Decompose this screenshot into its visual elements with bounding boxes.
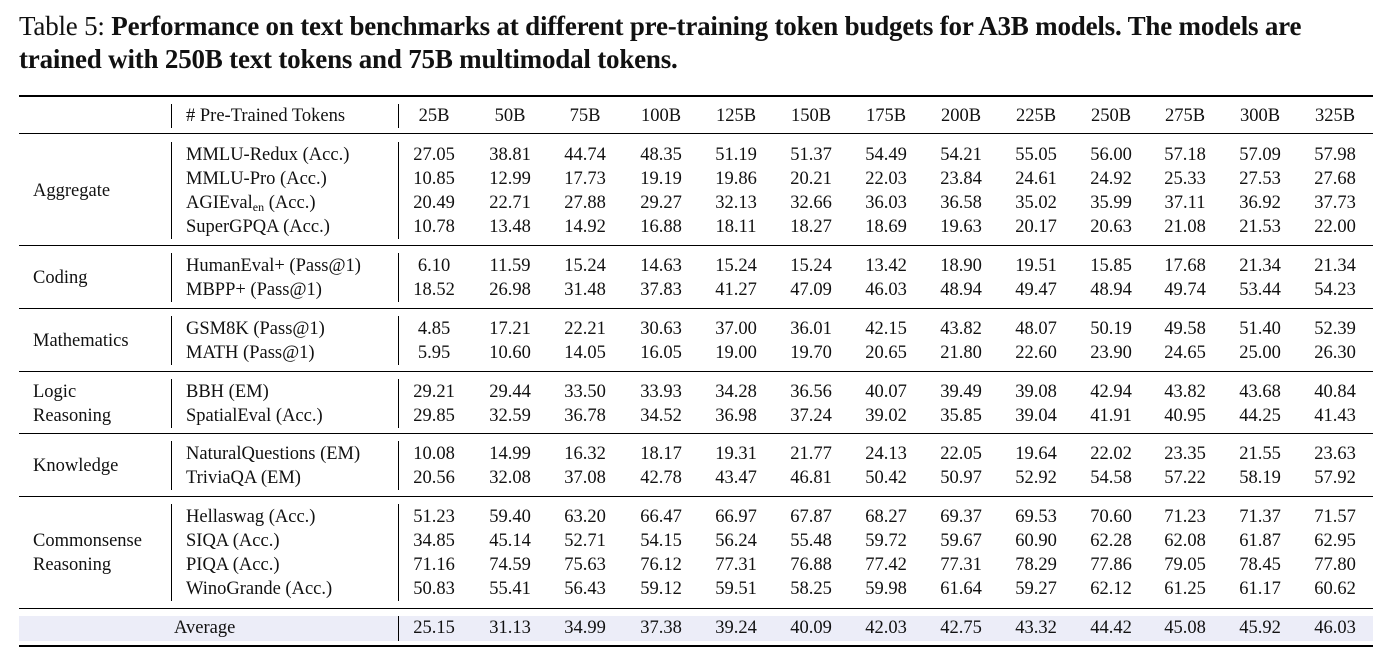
value-cell: 32.13 (715, 192, 757, 213)
value-cell: 18.27 (790, 216, 832, 237)
value-cell: 59.98 (865, 578, 907, 599)
value-cell: 37.08 (564, 467, 606, 488)
column-separator (171, 379, 172, 428)
average-value: 46.03 (1314, 618, 1356, 638)
value-cell: 39.49 (940, 382, 982, 402)
average-value: 34.99 (564, 618, 606, 638)
value-cell: 35.99 (1090, 192, 1132, 213)
value-cell: 51.40 (1239, 319, 1281, 339)
value-cell: 22.03 (865, 168, 907, 189)
caption-text: Performance on text benchmarks at different pre-training token budgets for A3B models. The models are trained with 250B text tokens and 75B multimodal tokens. (19, 11, 1302, 74)
caption-label: Table 5: (19, 11, 105, 41)
value-cell: 20.65 (865, 342, 907, 363)
value-cell: 57.92 (1314, 467, 1356, 488)
value-cell: 5.95 (417, 342, 451, 363)
value-cell: 49.74 (1164, 279, 1206, 300)
value-cell: 56.24 (715, 530, 757, 551)
value-cell: 50.83 (413, 578, 455, 599)
value-cell: 17.68 (1164, 256, 1206, 276)
group-rule (19, 308, 1373, 309)
value-cell: 29.27 (640, 192, 682, 213)
value-cell: 41.27 (715, 279, 757, 300)
value-cell: 14.05 (564, 342, 606, 363)
column-header: 25B (418, 106, 450, 126)
metric-name: MATH (Pass@1) (186, 342, 315, 363)
column-header: 175B (865, 106, 907, 126)
column-separator (171, 316, 172, 365)
value-cell: 77.80 (1314, 554, 1356, 575)
value-cell: 63.20 (564, 507, 606, 527)
metric-name: SuperGPQA (Acc.) (186, 216, 330, 237)
value-cell: 48.07 (1015, 319, 1057, 339)
value-cell: 58.25 (790, 578, 832, 599)
value-cell: 78.45 (1239, 554, 1281, 575)
header-rule (19, 133, 1373, 134)
value-cell: 59.40 (489, 507, 531, 527)
group-rule (19, 496, 1373, 497)
average-value: 39.24 (715, 618, 757, 638)
average-value: 43.32 (1015, 618, 1057, 638)
value-cell: 76.12 (640, 554, 682, 575)
column-separator (171, 142, 172, 239)
value-cell: 33.50 (564, 382, 606, 402)
value-cell: 12.99 (489, 168, 531, 189)
value-cell: 59.51 (715, 578, 757, 599)
value-cell: 27.68 (1314, 168, 1356, 189)
value-cell: 10.08 (413, 444, 455, 464)
value-cell: 69.53 (1015, 507, 1057, 527)
value-cell: 15.24 (564, 256, 606, 276)
value-cell: 20.21 (790, 168, 832, 189)
value-cell: 66.47 (640, 507, 682, 527)
average-value: 45.92 (1239, 618, 1281, 638)
value-cell: 22.05 (940, 444, 982, 464)
value-cell: 75.63 (564, 554, 606, 575)
value-cell: 40.84 (1314, 382, 1356, 402)
value-cell: 40.07 (865, 382, 907, 402)
value-cell: 21.55 (1239, 444, 1281, 464)
value-cell: 18.69 (865, 216, 907, 237)
metric-name: SpatialEval (Acc.) (186, 405, 323, 426)
value-cell: 14.63 (640, 256, 682, 276)
value-cell: 62.12 (1090, 578, 1132, 599)
average-label: Average (174, 618, 236, 638)
value-cell: 34.52 (640, 405, 682, 426)
value-cell: 52.92 (1015, 467, 1057, 488)
group-rule (19, 371, 1373, 372)
value-cell: 23.84 (940, 168, 982, 189)
value-cell: 26.30 (1314, 342, 1356, 363)
value-cell: 25.00 (1239, 342, 1281, 363)
category-label: Reasoning (33, 405, 112, 426)
value-cell: 21.08 (1164, 216, 1206, 237)
group-rule (19, 433, 1373, 434)
column-separator (171, 441, 172, 490)
value-cell: 71.23 (1164, 507, 1206, 527)
value-cell: 52.39 (1314, 319, 1356, 339)
metric-name: MMLU-Pro (Acc.) (186, 168, 327, 189)
value-cell: 60.62 (1314, 578, 1356, 599)
value-cell: 54.23 (1314, 279, 1356, 300)
value-cell: 53.44 (1239, 279, 1281, 300)
value-cell: 61.17 (1239, 578, 1281, 599)
column-header: 250B (1090, 106, 1132, 126)
metric-name: AGIEval$_{en}$ (Acc.) (186, 192, 316, 214)
value-cell: 16.88 (640, 216, 682, 237)
value-cell: 35.85 (940, 405, 982, 426)
value-cell: 22.21 (564, 319, 606, 339)
value-cell: 21.77 (790, 444, 832, 464)
category-label: Mathematics (33, 330, 129, 351)
average-value: 40.09 (790, 618, 832, 638)
category-label: Coding (33, 267, 88, 288)
value-cell: 43.47 (715, 467, 757, 488)
value-cell: 78.29 (1015, 554, 1057, 575)
value-cell: 44.25 (1239, 405, 1281, 426)
value-cell: 20.17 (1015, 216, 1057, 237)
value-cell: 35.02 (1015, 192, 1057, 213)
average-value: 44.42 (1090, 618, 1132, 638)
column-header: 275B (1164, 106, 1206, 126)
value-cell: 42.78 (640, 467, 682, 488)
value-cell: 19.19 (640, 168, 682, 189)
value-cell: 32.59 (489, 405, 531, 426)
value-cell: 39.04 (1015, 405, 1057, 426)
value-cell: 36.58 (940, 192, 982, 213)
value-cell: 27.53 (1239, 168, 1281, 189)
value-cell: 37.24 (790, 405, 832, 426)
value-cell: 74.59 (489, 554, 531, 575)
value-cell: 79.05 (1164, 554, 1206, 575)
value-cell: 33.93 (640, 382, 682, 402)
value-cell: 13.42 (865, 256, 907, 276)
column-header: 50B (494, 106, 526, 126)
value-cell: 77.86 (1090, 554, 1132, 575)
value-cell: 37.83 (640, 279, 682, 300)
value-cell: 47.09 (790, 279, 832, 300)
value-cell: 36.78 (564, 405, 606, 426)
header-label: # Pre-Trained Tokens (186, 106, 346, 126)
column-header: 300B (1239, 106, 1281, 126)
metric-name: Hellaswag (Acc.) (186, 507, 316, 527)
value-cell: 16.32 (564, 444, 606, 464)
value-cell: 23.35 (1164, 444, 1206, 464)
metric-name: MMLU-Redux (Acc.) (186, 145, 350, 165)
value-cell: 22.02 (1090, 444, 1132, 464)
value-cell: 36.56 (790, 382, 832, 402)
value-cell: 69.37 (940, 507, 982, 527)
value-cell: 62.95 (1314, 530, 1356, 551)
value-cell: 19.63 (940, 216, 982, 237)
value-cell: 41.43 (1314, 405, 1356, 426)
value-cell: 30.63 (640, 319, 682, 339)
value-cell: 36.98 (715, 405, 757, 426)
value-cell: 62.28 (1090, 530, 1132, 551)
column-separator (398, 441, 399, 490)
value-cell: 14.99 (489, 444, 531, 464)
value-cell: 36.03 (865, 192, 907, 213)
column-header: 150B (790, 106, 832, 126)
value-cell: 57.09 (1239, 145, 1281, 165)
value-cell: 59.12 (640, 578, 682, 599)
value-cell: 29.85 (413, 405, 455, 426)
value-cell: 52.71 (564, 530, 606, 551)
value-cell: 39.08 (1015, 382, 1057, 402)
column-header: 75B (569, 106, 601, 126)
value-cell: 23.63 (1314, 444, 1356, 464)
metric-name: HumanEval+ (Pass@1) (186, 256, 361, 276)
value-cell: 22.71 (489, 192, 531, 213)
value-cell: 21.34 (1314, 256, 1356, 276)
value-cell: 15.24 (715, 256, 757, 276)
column-header: 200B (940, 106, 982, 126)
average-value: 42.75 (940, 618, 982, 638)
metric-name: NaturalQuestions (EM) (186, 444, 361, 464)
value-cell: 14.92 (564, 216, 606, 237)
value-cell: 70.60 (1090, 507, 1132, 527)
column-separator (398, 142, 399, 239)
value-cell: 55.41 (489, 578, 531, 599)
value-cell: 43.68 (1239, 382, 1281, 402)
value-cell: 37.00 (715, 319, 757, 339)
value-cell: 57.22 (1164, 467, 1206, 488)
value-cell: 19.31 (715, 444, 757, 464)
metric-name: SIQA (Acc.) (186, 530, 280, 551)
column-separator (398, 504, 399, 601)
value-cell: 71.57 (1314, 507, 1356, 527)
value-cell: 10.85 (413, 168, 455, 189)
value-cell: 56.43 (564, 578, 606, 599)
value-cell: 66.97 (715, 507, 757, 527)
metric-name: PIQA (Acc.) (186, 554, 280, 575)
column-separator (398, 379, 399, 428)
value-cell: 13.48 (489, 216, 531, 237)
value-cell: 18.17 (640, 444, 682, 464)
value-cell: 11.59 (489, 256, 531, 276)
value-cell: 54.58 (1090, 467, 1132, 488)
value-cell: 18.52 (413, 279, 455, 300)
value-cell: 56.00 (1090, 145, 1132, 165)
table-caption (19, 10, 1384, 76)
value-cell: 20.56 (413, 467, 455, 488)
value-cell: 22.00 (1314, 216, 1356, 237)
value-cell: 50.97 (940, 467, 982, 488)
value-cell: 18.90 (940, 256, 982, 276)
column-separator (398, 616, 399, 641)
value-cell: 44.74 (564, 145, 606, 165)
category-label: Logic (33, 382, 77, 402)
column-header: 325B (1314, 106, 1356, 126)
value-cell: 6.10 (417, 256, 451, 276)
value-cell: 10.60 (489, 342, 531, 363)
value-cell: 24.92 (1090, 168, 1132, 189)
value-cell: 21.53 (1239, 216, 1281, 237)
value-cell: 34.28 (715, 382, 757, 402)
top-rule (19, 95, 1373, 97)
value-cell: 54.15 (640, 530, 682, 551)
value-cell: 17.21 (489, 319, 531, 339)
value-cell: 32.08 (489, 467, 531, 488)
column-header: 100B (640, 106, 682, 126)
column-separator (171, 253, 172, 302)
value-cell: 42.94 (1090, 382, 1132, 402)
metric-subscript: en (252, 199, 265, 214)
value-cell: 77.31 (715, 554, 757, 575)
value-cell: 61.87 (1239, 530, 1281, 551)
value-cell: 17.73 (564, 168, 606, 189)
value-cell: 46.81 (790, 467, 832, 488)
value-cell: 40.95 (1164, 405, 1206, 426)
value-cell: 59.72 (865, 530, 907, 551)
value-cell: 37.11 (1164, 192, 1206, 213)
value-cell: 57.98 (1314, 145, 1356, 165)
value-cell: 19.70 (790, 342, 832, 363)
value-cell: 71.16 (413, 554, 455, 575)
value-cell: 68.27 (865, 507, 907, 527)
value-cell: 48.94 (940, 279, 982, 300)
category-label: Aggregate (33, 180, 111, 201)
value-cell: 60.90 (1015, 530, 1057, 551)
value-cell: 45.14 (489, 530, 531, 551)
value-cell: 76.88 (790, 554, 832, 575)
average-value: 25.15 (413, 618, 455, 638)
value-cell: 24.13 (865, 444, 907, 464)
value-cell: 58.19 (1239, 467, 1281, 488)
value-cell: 46.03 (865, 279, 907, 300)
value-cell: 55.05 (1015, 145, 1057, 165)
value-cell: 51.37 (790, 145, 832, 165)
value-cell: 24.65 (1164, 342, 1206, 363)
value-cell: 18.11 (715, 216, 757, 237)
metric-name: TriviaQA (EM) (186, 467, 301, 488)
average-value: 31.13 (489, 618, 531, 638)
value-cell: 61.25 (1164, 578, 1206, 599)
value-cell: 36.01 (790, 319, 832, 339)
value-cell: 29.44 (489, 382, 531, 402)
value-cell: 50.19 (1090, 319, 1132, 339)
value-cell: 59.67 (940, 530, 982, 551)
value-cell: 26.98 (489, 279, 531, 300)
column-separator (171, 504, 172, 601)
value-cell: 55.48 (790, 530, 832, 551)
value-cell: 15.85 (1090, 256, 1132, 276)
value-cell: 19.00 (715, 342, 757, 363)
value-cell: 37.73 (1314, 192, 1356, 213)
value-cell: 25.33 (1164, 168, 1206, 189)
value-cell: 31.48 (564, 279, 606, 300)
value-cell: 34.85 (413, 530, 455, 551)
column-header: 125B (715, 106, 757, 126)
value-cell: 77.31 (940, 554, 982, 575)
metric-name: MBPP+ (Pass@1) (186, 279, 322, 300)
value-cell: 43.82 (1164, 382, 1206, 402)
category-label: Reasoning (33, 554, 112, 575)
value-cell: 54.49 (865, 145, 907, 165)
value-cell: 29.21 (413, 382, 455, 402)
value-cell: 21.34 (1239, 256, 1281, 276)
column-separator (398, 316, 399, 365)
value-cell: 27.05 (413, 145, 455, 165)
column-separator (398, 253, 399, 302)
value-cell: 54.21 (940, 145, 982, 165)
value-cell: 49.58 (1164, 319, 1206, 339)
value-cell: 67.87 (790, 507, 832, 527)
value-cell: 20.49 (413, 192, 455, 213)
metric-name: BBH (EM) (186, 382, 269, 402)
group-rule (19, 245, 1373, 246)
metric-name: WinoGrande (Acc.) (186, 578, 333, 599)
value-cell: 21.80 (940, 342, 982, 363)
value-cell: 51.23 (413, 507, 455, 527)
column-separator (171, 104, 172, 128)
value-cell: 39.02 (865, 405, 907, 426)
metric-name: GSM8K (Pass@1) (186, 319, 325, 339)
value-cell: 57.18 (1164, 145, 1206, 165)
value-cell: 10.78 (413, 216, 455, 237)
value-cell: 36.92 (1239, 192, 1281, 213)
value-cell: 15.24 (790, 256, 832, 276)
value-cell: 23.90 (1090, 342, 1132, 363)
value-cell: 4.85 (417, 319, 451, 339)
average-value: 42.03 (865, 618, 907, 638)
value-cell: 49.47 (1015, 279, 1057, 300)
value-cell: 61.64 (940, 578, 982, 599)
value-cell: 16.05 (640, 342, 682, 363)
bottom-rule (19, 645, 1373, 647)
column-separator (398, 104, 399, 128)
value-cell: 50.42 (865, 467, 907, 488)
value-cell: 48.35 (640, 145, 682, 165)
column-header: 225B (1015, 106, 1057, 126)
value-cell: 38.81 (489, 145, 531, 165)
value-cell: 71.37 (1239, 507, 1281, 527)
average-value: 37.38 (640, 618, 682, 638)
value-cell: 48.94 (1090, 279, 1132, 300)
value-cell: 43.82 (940, 319, 982, 339)
value-cell: 62.08 (1164, 530, 1206, 551)
value-cell: 24.61 (1015, 168, 1057, 189)
value-cell: 41.91 (1090, 405, 1132, 426)
category-label: Commonsense (33, 530, 142, 551)
value-cell: 19.86 (715, 168, 757, 189)
category-label: Knowledge (33, 455, 119, 476)
value-cell: 32.66 (790, 192, 832, 213)
value-cell: 42.15 (865, 319, 907, 339)
value-cell: 27.88 (564, 192, 606, 213)
value-cell: 20.63 (1090, 216, 1132, 237)
value-cell: 19.64 (1015, 444, 1057, 464)
value-cell: 59.27 (1015, 578, 1057, 599)
value-cell: 22.60 (1015, 342, 1057, 363)
average-value: 45.08 (1164, 618, 1206, 638)
value-cell: 77.42 (865, 554, 907, 575)
group-rule (19, 608, 1373, 609)
value-cell: 51.19 (715, 145, 757, 165)
value-cell: 19.51 (1015, 256, 1057, 276)
